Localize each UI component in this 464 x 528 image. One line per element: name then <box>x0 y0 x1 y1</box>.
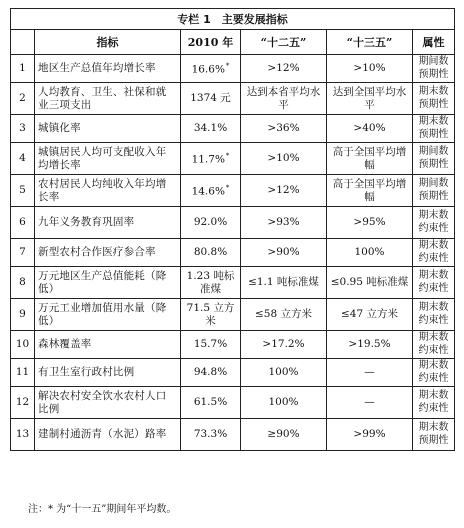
row-attribute: 期末数约束性 <box>413 267 455 299</box>
row-2010-value <box>181 331 241 359</box>
table-row <box>11 83 455 115</box>
table-row <box>11 115 455 143</box>
row-indicator: 有卫生室行政村比例 <box>35 359 181 387</box>
row-12th-plan-target: >93% <box>241 207 327 239</box>
row-12th-plan-target: ≥90% <box>241 419 327 451</box>
table-row <box>11 207 455 239</box>
row-indicator: 九年义务教育巩固率 <box>35 207 181 239</box>
annual-average-marker: * <box>225 152 230 161</box>
row-number: 13 <box>11 419 35 451</box>
row-number: 4 <box>11 143 35 175</box>
row-13th-plan-target: >95% <box>327 207 413 239</box>
row-indicator: 万元地区生产总值能耗（降低） <box>35 267 181 299</box>
table-note: 注：* 为“十一五”期间年平均数。 <box>28 504 177 515</box>
value-text: 61.5% <box>193 396 228 408</box>
table-row <box>11 359 455 387</box>
row-13th-plan-target: — <box>327 359 413 387</box>
table-header-row <box>11 30 455 55</box>
row-13th-plan-target: >99% <box>327 419 413 451</box>
row-attribute: 期末数预期性 <box>413 419 455 451</box>
row-indicator: 解决农村安全饮水农村人口比例 <box>35 387 181 419</box>
row-attribute: 期末数约束性 <box>413 299 455 331</box>
row-2010-value <box>181 267 241 299</box>
row-indicator: 农村居民人均纯收入年均增长率 <box>35 175 181 207</box>
row-number: 12 <box>11 387 35 419</box>
table-row <box>11 175 455 207</box>
row-2010-value <box>181 299 241 331</box>
header-13th-plan: “十三五” <box>327 30 413 55</box>
row-13th-plan-target: >10% <box>327 55 413 83</box>
value-text: 80.8% <box>193 246 228 258</box>
table-title: 专栏 1 主要发展指标 <box>11 9 455 30</box>
header-12th-plan: “十二五” <box>241 30 327 55</box>
row-2010-value <box>181 359 241 387</box>
row-indicator: 万元工业增加值用水量（降低） <box>35 299 181 331</box>
row-13th-plan-target: >19.5% <box>327 331 413 359</box>
table-row <box>11 143 455 175</box>
header-number <box>11 30 35 55</box>
row-number: 3 <box>11 115 35 143</box>
row-13th-plan-target: 高于全国平均增幅 <box>327 143 413 175</box>
row-number: 5 <box>11 175 35 207</box>
row-2010-value <box>181 83 241 115</box>
table-title-row <box>11 9 455 30</box>
row-indicator: 建制村通沥青（水泥）路率 <box>35 419 181 451</box>
row-12th-plan-target: >10% <box>241 143 327 175</box>
row-2010-value <box>181 143 241 175</box>
row-12th-plan-target: >90% <box>241 239 327 267</box>
header-attribute: 属性 <box>413 30 455 55</box>
row-indicator: 地区生产总值年均增长率 <box>35 55 181 83</box>
value-text: 1374 元 <box>190 92 231 104</box>
row-indicator: 城镇化率 <box>35 115 181 143</box>
row-12th-plan-target: >12% <box>241 55 327 83</box>
row-attribute: 期间数预期性 <box>413 143 455 175</box>
row-12th-plan-target: >36% <box>241 115 327 143</box>
row-2010-value <box>181 207 241 239</box>
row-13th-plan-target: 高于全国平均增幅 <box>327 175 413 207</box>
value-text: 14.6% <box>191 185 225 198</box>
value-text: 1.23 吨标准煤 <box>186 269 235 295</box>
row-13th-plan-target: 达到全国平均水平 <box>327 83 413 115</box>
annual-average-marker: * <box>225 184 230 193</box>
value-text: 16.6% <box>191 63 225 76</box>
row-number: 10 <box>11 331 35 359</box>
row-2010-value <box>181 115 241 143</box>
row-2010-value <box>181 419 241 451</box>
row-number: 2 <box>11 83 35 115</box>
row-2010-value <box>181 175 241 207</box>
row-attribute: 期末数约束性 <box>413 331 455 359</box>
row-attribute: 期末数预期性 <box>413 115 455 143</box>
row-12th-plan-target: 达到本省平均水平 <box>241 83 327 115</box>
header-2010: 2010 年 <box>181 30 241 55</box>
row-attribute: 期间数预期性 <box>413 175 455 207</box>
row-indicator: 人均教育、卫生、社保和就业三项支出 <box>35 83 181 115</box>
row-attribute: 期末数预期性 <box>413 83 455 115</box>
row-attribute: 期末数约束性 <box>413 239 455 267</box>
table-row <box>11 419 455 451</box>
table-row <box>11 387 455 419</box>
row-number: 1 <box>11 55 35 83</box>
row-12th-plan-target: ≤58 立方米 <box>241 299 327 331</box>
row-13th-plan-target: — <box>327 387 413 419</box>
row-13th-plan-target: ≤0.95 吨标准煤 <box>327 267 413 299</box>
row-12th-plan-target: 100% <box>241 387 327 419</box>
value-text: 34.1% <box>193 122 228 134</box>
row-13th-plan-target: >40% <box>327 115 413 143</box>
value-text: 11.7% <box>191 153 225 166</box>
row-number: 8 <box>11 267 35 299</box>
row-number: 9 <box>11 299 35 331</box>
header-indicator: 指标 <box>35 30 181 55</box>
row-indicator: 城镇居民人均可支配收入年均增长率 <box>35 143 181 175</box>
row-2010-value <box>181 239 241 267</box>
table-row <box>11 331 455 359</box>
table-row <box>11 299 455 331</box>
row-12th-plan-target: 100% <box>241 359 327 387</box>
value-text: 71.5 立方米 <box>186 301 235 327</box>
row-indicator: 新型农村合作医疗参合率 <box>35 239 181 267</box>
row-number: 6 <box>11 207 35 239</box>
row-attribute: 期末数约束性 <box>413 359 455 387</box>
row-12th-plan-target: >12% <box>241 175 327 207</box>
row-attribute: 期末数约束性 <box>413 207 455 239</box>
value-text: 92.0% <box>193 216 228 228</box>
row-attribute: 期间数预期性 <box>413 55 455 83</box>
value-text: 15.7% <box>193 338 228 350</box>
row-2010-value <box>181 387 241 419</box>
row-number: 7 <box>11 239 35 267</box>
table-row <box>11 239 455 267</box>
row-13th-plan-target: 100% <box>327 239 413 267</box>
table-row <box>11 267 455 299</box>
annual-average-marker: * <box>225 62 230 71</box>
row-12th-plan-target: ≤1.1 吨标准煤 <box>241 267 327 299</box>
value-text: 94.8% <box>193 366 228 378</box>
table-row <box>11 55 455 83</box>
value-text: 73.3% <box>193 428 228 440</box>
row-13th-plan-target: ≤47 立方米 <box>327 299 413 331</box>
row-2010-value <box>181 55 241 83</box>
row-number: 11 <box>11 359 35 387</box>
row-attribute: 期末数约束性 <box>413 387 455 419</box>
row-indicator: 森林覆盖率 <box>35 331 181 359</box>
row-12th-plan-target: >17.2% <box>241 331 327 359</box>
development-indicators-table <box>10 8 455 451</box>
